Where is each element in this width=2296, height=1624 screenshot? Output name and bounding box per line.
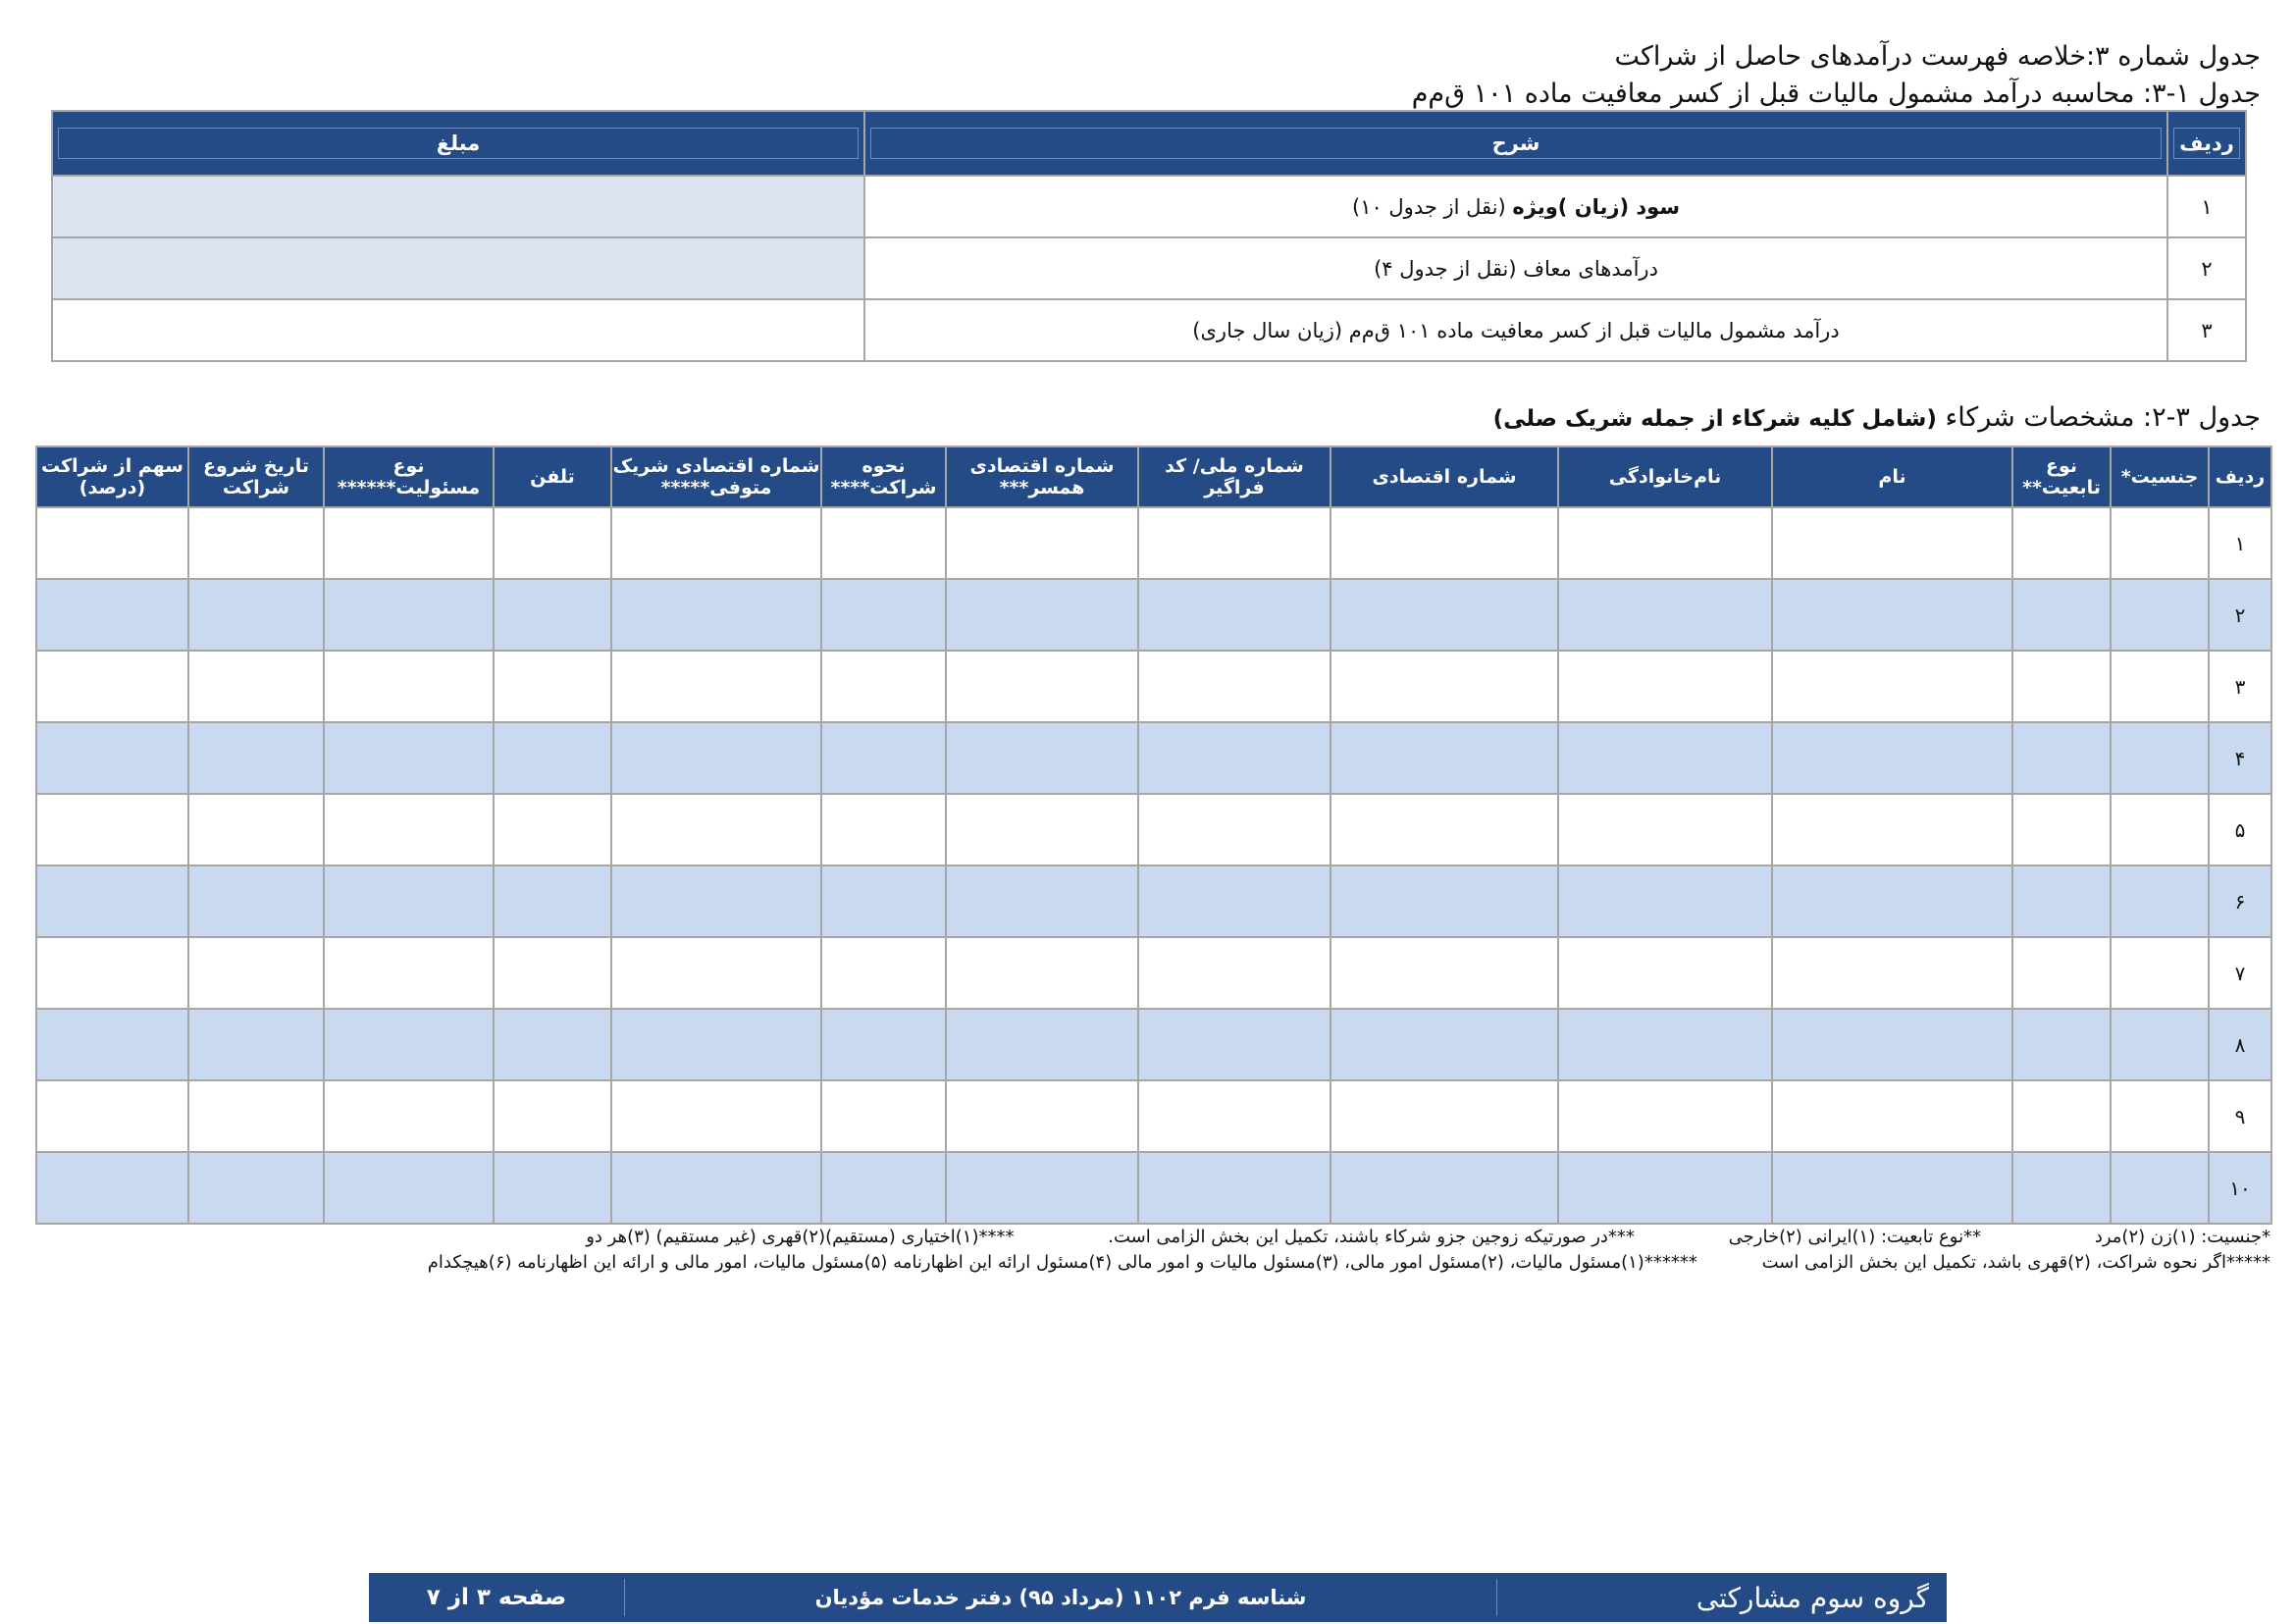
deceased-economic-no-cell[interactable] — [611, 794, 821, 865]
spouse-economic-no-cell[interactable] — [946, 1152, 1138, 1224]
partnership-type-cell[interactable] — [821, 1152, 946, 1224]
table2-partners — [35, 445, 2272, 1225]
national-id-cell[interactable] — [1138, 651, 1331, 722]
economic-no-cell[interactable] — [1331, 937, 1558, 1009]
note-spouse: ***در صورتیکه زوجین جزو شرکاء باشند، تکمیل این بخش الزامی است. — [1108, 1227, 1635, 1247]
amount-field[interactable] — [52, 299, 864, 361]
header-name: نام — [1772, 446, 2012, 507]
economic-no-cell[interactable] — [1331, 794, 1558, 865]
spouse-economic-no-cell[interactable] — [946, 865, 1138, 937]
amount-field[interactable] — [52, 176, 864, 237]
header-spouse-economic-no: شماره اقتصادی همسر*** — [946, 446, 1138, 507]
share-cell[interactable] — [36, 937, 188, 1009]
note-nationality: **نوع تابعیت: (۱)ایرانی (۲)خارجی — [1728, 1227, 1982, 1247]
table-row — [36, 579, 2271, 651]
nationality-cell[interactable] — [2012, 722, 2111, 794]
amount-field[interactable] — [52, 237, 864, 299]
header-responsibility: نوع مسئولیت****** — [324, 446, 494, 507]
phone-cell[interactable] — [494, 937, 611, 1009]
responsibility-cell[interactable] — [324, 1009, 494, 1080]
table-row — [36, 937, 2271, 1009]
note-responsibility: ******(۱)مسئول مالیات، (۲)مسئول امور مالی، (۳)مسئول مالیات و امور مالی (۴)مسئول ارائه این اظهارنامه (۵)مسئول مالیات، امور مالی و ارائه این اظهارنامه (۶)هیچکدام — [427, 1252, 1697, 1273]
page-title: جدول شماره ۳:خلاصه فهرست درآمدهای حاصل از شراکت — [1614, 41, 2261, 72]
deceased-economic-no-cell[interactable] — [611, 579, 821, 651]
start-date-cell[interactable] — [188, 937, 324, 1009]
family-name-cell[interactable] — [1558, 1080, 1772, 1152]
deceased-economic-no-cell[interactable] — [611, 937, 821, 1009]
share-cell[interactable] — [36, 1152, 188, 1224]
gender-cell[interactable] — [2111, 794, 2209, 865]
partnership-type-cell[interactable] — [821, 1009, 946, 1080]
table-row — [36, 1080, 2271, 1152]
header-share: سهم از شراکت (درصد) — [36, 446, 188, 507]
responsibility-cell[interactable] — [324, 937, 494, 1009]
start-date-cell[interactable] — [188, 794, 324, 865]
footer-group-label: گروه سوم مشارکتی — [1696, 1581, 1929, 1614]
spouse-economic-no-cell[interactable] — [946, 794, 1138, 865]
national-id-cell[interactable] — [1138, 722, 1331, 794]
start-date-cell[interactable] — [188, 722, 324, 794]
deceased-economic-no-cell[interactable] — [611, 1009, 821, 1080]
nationality-cell[interactable] — [2012, 937, 2111, 1009]
header-economic-no: شماره اقتصادی — [1331, 446, 1558, 507]
row-number: ۱۰ — [2209, 1152, 2271, 1224]
footnotes-line-1 — [14, 1227, 2270, 1247]
phone-cell[interactable] — [494, 794, 611, 865]
share-cell[interactable] — [36, 1080, 188, 1152]
row-number: ۹ — [2209, 1080, 2271, 1152]
table1-header-desc: شرح — [864, 111, 2167, 176]
row-number: ۵ — [2209, 794, 2271, 865]
spouse-economic-no-cell[interactable] — [946, 1080, 1138, 1152]
start-date-cell[interactable] — [188, 865, 324, 937]
phone-cell[interactable] — [494, 865, 611, 937]
row-description: سود (زیان )ویژه (نقل از جدول ۱۰) — [864, 176, 2167, 237]
nationality-cell[interactable] — [2012, 1080, 2111, 1152]
share-cell[interactable] — [36, 865, 188, 937]
partnership-type-cell[interactable] — [821, 651, 946, 722]
table1-title: جدول ۱-۳: محاسبه درآمد مشمول مالیات قبل از کسر معافیت ماده ۱۰۱ ق‌م‌م — [1411, 79, 2261, 109]
nationality-cell[interactable] — [2012, 579, 2111, 651]
table-row — [36, 507, 2271, 579]
nationality-cell[interactable] — [2012, 507, 2111, 579]
name-cell[interactable] — [1772, 865, 2012, 937]
start-date-cell[interactable] — [188, 1152, 324, 1224]
family-name-cell[interactable] — [1558, 1009, 1772, 1080]
row-description: درآمدهای معاف (نقل از جدول ۴) — [864, 237, 2167, 299]
header-deceased-economic-no: شماره اقتصادی شریک متوفی***** — [611, 446, 821, 507]
footer-page-number: صفحه ۳ از ۷ — [426, 1585, 567, 1610]
start-date-cell[interactable] — [188, 507, 324, 579]
row-number: ۷ — [2209, 937, 2271, 1009]
national-id-cell[interactable] — [1138, 507, 1331, 579]
family-name-cell[interactable] — [1558, 507, 1772, 579]
footer-form-id: شناسه فرم ۱۱۰۲ (مرداد ۹۵) دفتر خدمات مؤدیان — [624, 1579, 1497, 1616]
partnership-type-cell[interactable] — [821, 865, 946, 937]
national-id-cell[interactable] — [1138, 794, 1331, 865]
phone-cell[interactable] — [494, 1152, 611, 1224]
gender-cell[interactable] — [2111, 651, 2209, 722]
family-name-cell[interactable] — [1558, 651, 1772, 722]
gender-cell[interactable] — [2111, 579, 2209, 651]
responsibility-cell[interactable] — [324, 579, 494, 651]
name-cell[interactable] — [1772, 507, 2012, 579]
note-forced-partnership: *****اگر نحوه شراکت، (۲)قهری باشد، تکمیل این بخش الزامی است — [1761, 1252, 2270, 1273]
row-number: ۶ — [2209, 865, 2271, 937]
name-cell[interactable] — [1772, 1009, 2012, 1080]
family-name-cell[interactable] — [1558, 794, 1772, 865]
header-row-num: ردیف — [2209, 446, 2271, 507]
table2-body — [36, 507, 2271, 1224]
family-name-cell[interactable] — [1558, 937, 1772, 1009]
table1-header-amount: مبلغ — [52, 111, 864, 176]
name-cell[interactable] — [1772, 722, 2012, 794]
start-date-cell[interactable] — [188, 651, 324, 722]
spouse-economic-no-cell[interactable] — [946, 722, 1138, 794]
spouse-economic-no-cell[interactable] — [946, 937, 1138, 1009]
table1-income-calc — [51, 110, 2247, 362]
row-number: ۳ — [2167, 299, 2246, 361]
header-phone: تلفن — [494, 446, 611, 507]
row-number: ۱ — [2167, 176, 2246, 237]
nationality-cell[interactable] — [2012, 1152, 2111, 1224]
table1-header-row-num: ردیف — [2167, 111, 2246, 176]
start-date-cell[interactable] — [188, 579, 324, 651]
economic-no-cell[interactable] — [1331, 1009, 1558, 1080]
economic-no-cell[interactable] — [1331, 1152, 1558, 1224]
economic-no-cell[interactable] — [1331, 507, 1558, 579]
responsibility-cell[interactable] — [324, 794, 494, 865]
share-cell[interactable] — [36, 722, 188, 794]
national-id-cell[interactable] — [1138, 1009, 1331, 1080]
name-cell[interactable] — [1772, 794, 2012, 865]
spouse-economic-no-cell[interactable] — [946, 579, 1138, 651]
gender-cell[interactable] — [2111, 722, 2209, 794]
phone-cell[interactable] — [494, 651, 611, 722]
nationality-cell[interactable] — [2012, 794, 2111, 865]
deceased-economic-no-cell[interactable] — [611, 865, 821, 937]
economic-no-cell[interactable] — [1331, 722, 1558, 794]
footnotes-line-2 — [14, 1252, 2270, 1273]
gender-cell[interactable] — [2111, 937, 2209, 1009]
phone-cell[interactable] — [494, 507, 611, 579]
national-id-cell[interactable] — [1138, 937, 1331, 1009]
row-number: ۸ — [2209, 1009, 2271, 1080]
table-row — [36, 651, 2271, 722]
note-partnership: ****(۱)اختیاری (مستقیم)(۲)قهری (غیر مستقیم) (۳)هر دو — [586, 1227, 1015, 1247]
economic-no-cell[interactable] — [1331, 651, 1558, 722]
family-name-cell[interactable] — [1558, 579, 1772, 651]
family-name-cell[interactable] — [1558, 1152, 1772, 1224]
gender-cell[interactable] — [2111, 1152, 2209, 1224]
spouse-economic-no-cell[interactable] — [946, 507, 1138, 579]
row-description: درآمد مشمول مالیات قبل از کسر معافیت ماده ۱۰۱ ق‌م‌م (زیان سال جاری) — [864, 299, 2167, 361]
table-row — [36, 1009, 2271, 1080]
name-cell[interactable] — [1772, 1080, 2012, 1152]
phone-cell[interactable] — [494, 579, 611, 651]
responsibility-cell[interactable] — [324, 865, 494, 937]
share-cell[interactable] — [36, 1009, 188, 1080]
name-cell[interactable] — [1772, 937, 2012, 1009]
table-row — [36, 1152, 2271, 1224]
spouse-economic-no-cell[interactable] — [946, 1009, 1138, 1080]
row-number: ۳ — [2209, 651, 2271, 722]
economic-no-cell[interactable] — [1331, 1080, 1558, 1152]
partnership-type-cell[interactable] — [821, 507, 946, 579]
table2-header-row — [36, 446, 2271, 507]
header-nationality: نوع تابعیت** — [2012, 446, 2111, 507]
responsibility-cell[interactable] — [324, 651, 494, 722]
partnership-type-cell[interactable] — [821, 722, 946, 794]
deceased-economic-no-cell[interactable] — [611, 1080, 821, 1152]
row-number: ۱ — [2209, 507, 2271, 579]
national-id-cell[interactable] — [1138, 865, 1331, 937]
family-name-cell[interactable] — [1558, 865, 1772, 937]
responsibility-cell[interactable] — [324, 1152, 494, 1224]
national-id-cell[interactable] — [1138, 1080, 1331, 1152]
deceased-economic-no-cell[interactable] — [611, 651, 821, 722]
page-footer — [369, 1573, 1947, 1622]
responsibility-cell[interactable] — [324, 722, 494, 794]
name-cell[interactable] — [1772, 579, 2012, 651]
table-row — [36, 722, 2271, 794]
gender-cell[interactable] — [2111, 507, 2209, 579]
phone-cell[interactable] — [494, 1009, 611, 1080]
gender-cell[interactable] — [2111, 865, 2209, 937]
share-cell[interactable] — [36, 507, 188, 579]
share-cell[interactable] — [36, 794, 188, 865]
responsibility-cell[interactable] — [324, 507, 494, 579]
deceased-economic-no-cell[interactable] — [611, 507, 821, 579]
header-start-date: تاریخ شروع شراکت — [188, 446, 324, 507]
table-row — [52, 176, 2246, 237]
name-cell[interactable] — [1772, 651, 2012, 722]
start-date-cell[interactable] — [188, 1080, 324, 1152]
national-id-cell[interactable] — [1138, 579, 1331, 651]
header-partnership-type: نحوه شراکت**** — [821, 446, 946, 507]
family-name-cell[interactable] — [1558, 722, 1772, 794]
row-number: ۲ — [2167, 237, 2246, 299]
header-national-id: شماره ملی/ کد فراگیر — [1138, 446, 1331, 507]
responsibility-cell[interactable] — [324, 1080, 494, 1152]
partnership-type-cell[interactable] — [821, 1080, 946, 1152]
nationality-cell[interactable] — [2012, 651, 2111, 722]
table-row — [52, 237, 2246, 299]
header-family-name: نام‌خانوادگی — [1558, 446, 1772, 507]
name-cell[interactable] — [1772, 1152, 2012, 1224]
phone-cell[interactable] — [494, 722, 611, 794]
phone-cell[interactable] — [494, 1080, 611, 1152]
note-gender: *جنسیت: (۱)زن (۲)مرد — [2094, 1227, 2270, 1247]
partnership-type-cell[interactable] — [821, 794, 946, 865]
deceased-economic-no-cell[interactable] — [611, 1152, 821, 1224]
row-number: ۲ — [2209, 579, 2271, 651]
start-date-cell[interactable] — [188, 1009, 324, 1080]
table-row — [36, 794, 2271, 865]
table1-header-row — [52, 111, 2246, 176]
deceased-economic-no-cell[interactable] — [611, 722, 821, 794]
partnership-type-cell[interactable] — [821, 937, 946, 1009]
nationality-cell[interactable] — [2012, 1009, 2111, 1080]
economic-no-cell[interactable] — [1331, 865, 1558, 937]
share-cell[interactable] — [36, 651, 188, 722]
table-row — [52, 299, 2246, 361]
economic-no-cell[interactable] — [1331, 579, 1558, 651]
partnership-type-cell[interactable] — [821, 579, 946, 651]
spouse-economic-no-cell[interactable] — [946, 651, 1138, 722]
header-gender: جنسیت* — [2111, 446, 2209, 507]
table2-title: جدول ۳-۲: مشخصات شرکاء (شامل کلیه شرکاء از جمله شریک صلی) — [1492, 402, 2261, 433]
national-id-cell[interactable] — [1138, 1152, 1331, 1224]
table-row — [36, 865, 2271, 937]
nationality-cell[interactable] — [2012, 865, 2111, 937]
gender-cell[interactable] — [2111, 1009, 2209, 1080]
gender-cell[interactable] — [2111, 1080, 2209, 1152]
row-number: ۴ — [2209, 722, 2271, 794]
share-cell[interactable] — [36, 579, 188, 651]
